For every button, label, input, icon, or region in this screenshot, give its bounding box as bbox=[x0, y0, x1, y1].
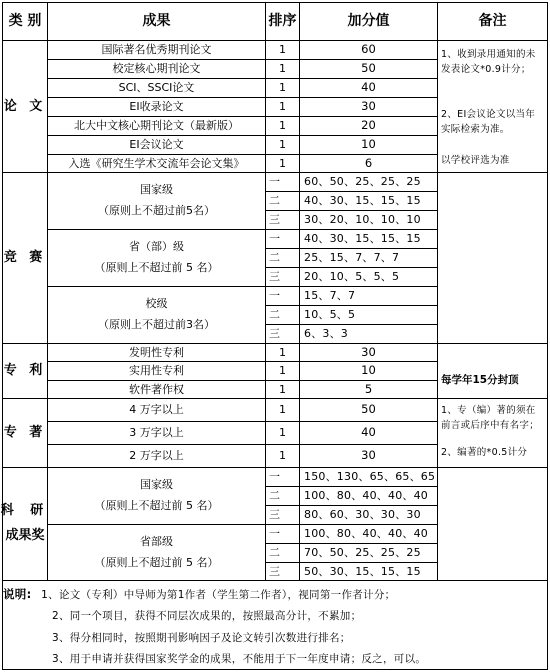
level-rank: 二 bbox=[269, 489, 280, 503]
papers-note-3: 以学校评选为准 bbox=[441, 155, 510, 166]
category-research-line1: 科 研 bbox=[0, 503, 50, 519]
book-rank: 1 bbox=[279, 403, 286, 417]
competition-group bbox=[48, 287, 265, 343]
paper-rank: 1 bbox=[279, 62, 286, 76]
level-rank: 一 bbox=[269, 527, 280, 541]
research-level-name: 国家级 bbox=[140, 478, 173, 492]
paper-score: 50 bbox=[361, 61, 376, 76]
header-achievement: 成果 bbox=[142, 13, 171, 30]
patent-rank: 1 bbox=[279, 364, 286, 378]
patent-name: 实用性专利 bbox=[129, 364, 184, 378]
category-competitions: 竞 赛 bbox=[3, 250, 47, 266]
paper-name: 入选《研究生学术交流年会论文集》 bbox=[68, 156, 245, 170]
research-group bbox=[48, 468, 265, 524]
level-rank: 三 bbox=[269, 508, 280, 522]
level-rank: 一 bbox=[269, 470, 280, 484]
paper-name: 北大中文核心期刊论文（最新版） bbox=[74, 119, 239, 133]
research-level-name: 省部级 bbox=[140, 534, 173, 548]
footer-line: 3、得分相同时，按照期刊影响因子及论文转引次数进行排名； bbox=[52, 632, 351, 644]
book-rank: 1 bbox=[279, 449, 286, 463]
book-name: 2 万字以上 bbox=[129, 449, 184, 463]
patent-rank: 1 bbox=[279, 382, 286, 396]
book-score: 40 bbox=[361, 425, 376, 440]
paper-rank: 1 bbox=[279, 81, 286, 95]
paper-score: 60 bbox=[361, 42, 376, 57]
category-books: 专 著 bbox=[3, 425, 47, 441]
footer-line: 3、用于申请并获得国家奖学金的成果，不能用于下一年度申请；反之，可以。 bbox=[52, 653, 427, 665]
book-name: 4 万字以上 bbox=[129, 403, 184, 417]
level-scores: 25、15、7、7、7 bbox=[304, 251, 400, 265]
category-research-line2: 成果奖 bbox=[5, 528, 45, 543]
book-score: 50 bbox=[361, 402, 376, 417]
research-level-limit: （原则上不超过前 5 名） bbox=[94, 555, 219, 569]
competition-level-name: 省（部）级 bbox=[129, 240, 184, 254]
footer-line: 2、同一个项目，获得不同层次成果的，按照最高分计，不累加； bbox=[52, 610, 362, 622]
competition-level-limit: （原则上不超过前3名） bbox=[98, 318, 215, 331]
paper-rank: 1 bbox=[279, 138, 286, 152]
category-patents: 专 利 bbox=[3, 363, 47, 379]
competition-level-name: 国家级 bbox=[140, 183, 173, 197]
level-scores: 80、60、30、30、30 bbox=[304, 508, 421, 522]
category-research-awards bbox=[0, 468, 50, 580]
level-scores: 150、130、65、65、65 bbox=[304, 470, 436, 484]
level-scores: 40、30、15、15、15 bbox=[304, 194, 421, 208]
footer-text: 1、论文（专利）中导师为第1作者（学生第二作者），视同第一作者计分； bbox=[41, 589, 396, 601]
paper-rank: 1 bbox=[279, 43, 286, 57]
paper-score: 30 bbox=[361, 99, 376, 114]
level-rank: 一 bbox=[269, 175, 280, 189]
paper-name: SCI、SSCI论文 bbox=[118, 81, 195, 95]
paper-rank: 1 bbox=[279, 156, 286, 170]
competition-level-limit: （原则上不超过前 5 名） bbox=[94, 261, 219, 274]
level-scores: 70、50、25、25、25 bbox=[304, 546, 421, 560]
level-rank: 二 bbox=[269, 251, 280, 265]
paper-score: 6 bbox=[364, 155, 373, 170]
competition-level-limit: （原则上不超过前5名） bbox=[98, 204, 215, 217]
level-scores: 40、30、15、15、15 bbox=[304, 232, 421, 246]
level-scores: 6、3、3 bbox=[304, 327, 348, 341]
book-score: 30 bbox=[361, 448, 376, 463]
patents-note: 每学年15分封顶 bbox=[441, 373, 519, 386]
level-rank: 二 bbox=[269, 194, 280, 208]
footer-label: 说明: bbox=[3, 587, 32, 601]
patent-name: 软件著作权 bbox=[129, 382, 184, 396]
competition-group bbox=[48, 173, 265, 229]
level-scores: 100、80、40、40、40 bbox=[304, 527, 428, 541]
level-rank: 一 bbox=[269, 289, 280, 303]
papers-note-1: 1、收到录用通知的未发表论文*0.9计分； bbox=[441, 49, 536, 76]
paper-name: EI会议论文 bbox=[129, 138, 184, 152]
level-scores: 30、20、10、10、10 bbox=[304, 213, 421, 227]
paper-name: 校定核心期刊论文 bbox=[112, 62, 201, 76]
level-rank: 三 bbox=[269, 564, 280, 578]
level-scores: 60、50、25、25、25 bbox=[304, 175, 421, 189]
paper-score: 10 bbox=[361, 137, 376, 152]
header-category: 类 别 bbox=[8, 13, 42, 30]
level-scores: 100、80、40、40、40 bbox=[304, 489, 428, 503]
papers-note-2: 2、EI会议论文以当年实际检索为准。 bbox=[441, 109, 536, 136]
patent-score: 10 bbox=[361, 363, 376, 378]
level-rank: 三 bbox=[269, 270, 280, 284]
footer-line bbox=[3, 586, 395, 602]
level-rank: 三 bbox=[269, 213, 280, 227]
level-scores: 50、30、15、15、15 bbox=[304, 564, 421, 578]
books-note-2: 2、编著的*0.5计分 bbox=[441, 447, 528, 458]
level-rank: 二 bbox=[269, 308, 280, 322]
patent-rank: 1 bbox=[279, 345, 286, 359]
level-scores: 20、10、5、5、5 bbox=[304, 270, 400, 284]
patent-name: 发明性专利 bbox=[129, 345, 184, 359]
level-rank: 一 bbox=[269, 232, 280, 246]
level-scores: 15、7、7 bbox=[304, 289, 356, 303]
patent-score: 5 bbox=[364, 381, 373, 396]
level-rank: 二 bbox=[269, 546, 280, 560]
level-scores: 10、5、5 bbox=[304, 308, 356, 322]
category-papers: 论 文 bbox=[3, 98, 47, 114]
header-rank: 排序 bbox=[268, 13, 297, 30]
competition-group bbox=[48, 230, 265, 286]
paper-rank: 1 bbox=[279, 119, 286, 133]
paper-score: 20 bbox=[361, 118, 376, 133]
research-group bbox=[48, 525, 265, 580]
patent-score: 30 bbox=[361, 344, 376, 359]
paper-name: EI收录论文 bbox=[129, 100, 184, 114]
book-rank: 1 bbox=[279, 426, 286, 440]
research-level-limit: （原则上不超过前 5 名） bbox=[94, 499, 219, 512]
paper-name: 国际著名优秀期刊论文 bbox=[101, 43, 212, 57]
books-note-1: 1、专（编）著的须在前言或后序中有名字； bbox=[441, 405, 540, 432]
level-rank: 三 bbox=[269, 327, 280, 341]
header-score: 加分值 bbox=[347, 13, 390, 30]
paper-rank: 1 bbox=[279, 100, 286, 114]
book-name: 3 万字以上 bbox=[129, 426, 184, 440]
header-remarks: 备注 bbox=[478, 13, 507, 30]
paper-score: 40 bbox=[361, 80, 376, 95]
competition-level-name: 校级 bbox=[145, 297, 168, 311]
